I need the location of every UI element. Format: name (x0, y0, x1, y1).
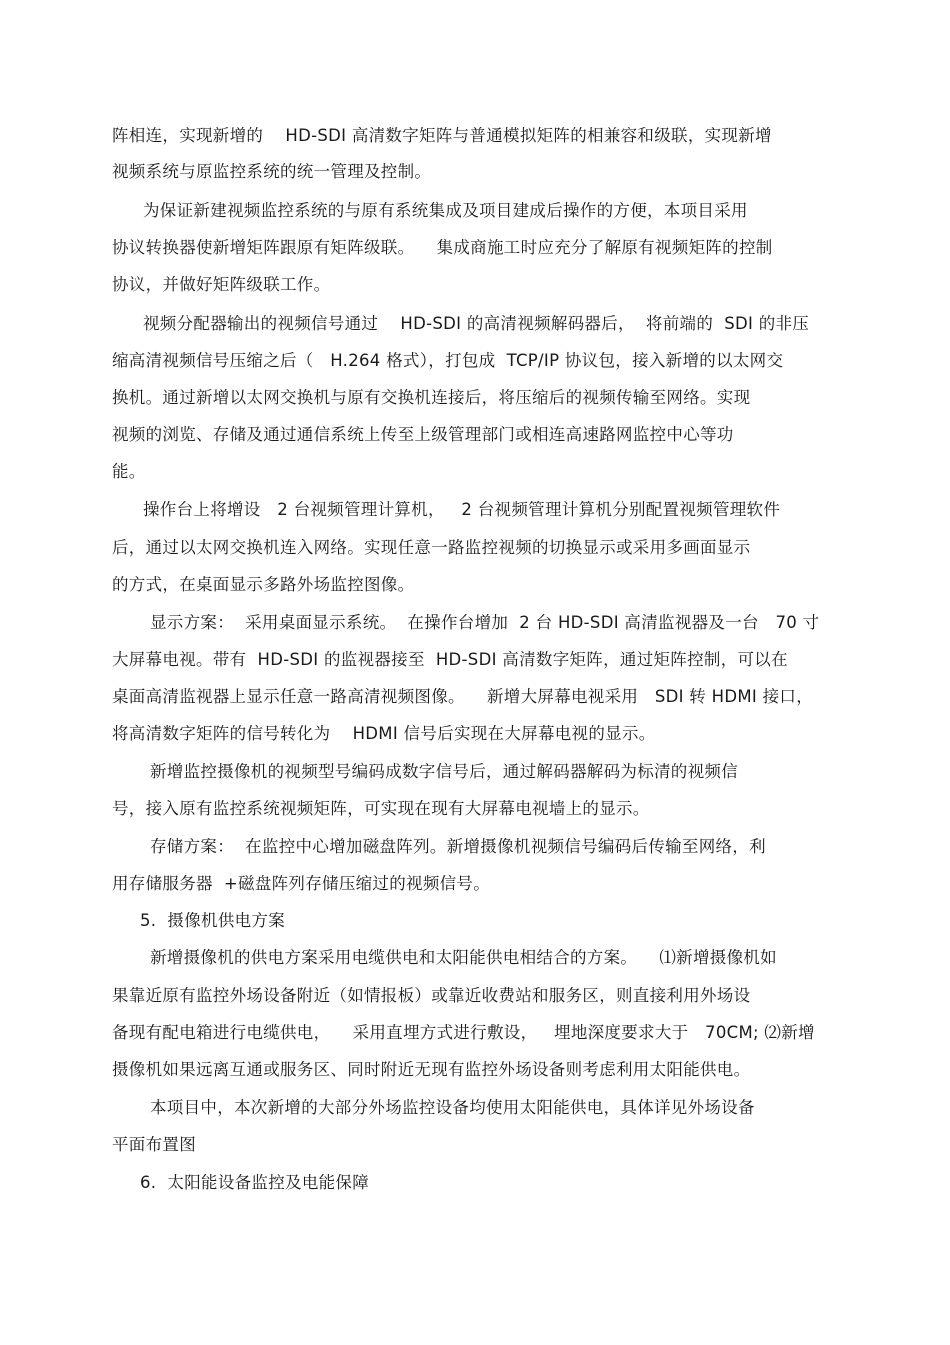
text-line: 为保证新建视频监控系统的与原有系统集成及项目建成后操作的方便，本项目采用 (143, 201, 748, 220)
section-heading-5: 5. 摄像机供电方案 (140, 911, 286, 930)
text-line: 号，接入原有监控系统视频矩阵，可实现在现有大屏幕电视墙上的显示。 (112, 799, 650, 818)
text-line: 协议，并做好矩阵级联工作。 (112, 275, 331, 294)
text-line: 用存储服务器 +磁盘阵列存储压缩过的视频信号。 (112, 874, 491, 893)
text-line: 新增监控摄像机的视频型号编码成数字信号后，通过解码器解码为标清的视频信 (150, 762, 738, 781)
text-line: 视频分配器输出的视频信号通过 HD-SDI 的高清视频解码器后， 将前端的 SDI 的非压 (143, 314, 810, 333)
text-line: 阵相连，实现新增的 HD-SDI 高清数字矩阵与普通模拟矩阵的相兼容和级联，实现新增 (112, 126, 772, 145)
text-line: 存储方案： 在监控中心增加磁盘阵列。新增摄像机视频信号编码后传输至网络，利 (150, 837, 766, 856)
text-line: 备现有配电箱进行电缆供电， 采用直埋方式进行敷设， 埋地深度要求大于 70CM; ⑵新增 (112, 1023, 815, 1042)
text-line: 的方式，在桌面显示多路外场监控图像。 (112, 575, 415, 594)
text-line: 本项目中，本次新增的大部分外场监控设备均使用太阳能供电，具体详见外场设备 (150, 1098, 755, 1117)
text-line: 桌面高清监视器上显示任意一路高清视频图像。 新增大屏幕电视采用 SDI 转 HDMI 接口， (112, 687, 814, 706)
text-line: 果靠近原有监控外场设备附近（如情报板）或靠近收费站和服务区，则直接利用外场设 (112, 986, 751, 1005)
text-line: 缩高清视频信号压缩之后（ H.264 格式），打包成 TCP/IP 协议包，接入新增的以太网交 (112, 351, 784, 370)
text-line: 视频的浏览、存储及通过通信系统上传至上级管理部门或相连高速路网监控中心等功 (112, 425, 734, 444)
text-line: 大屏幕电视。带有 HD-SDI 的监视器接至 HD-SDI 高清数字矩阵，通过矩阵控制，可以在 (112, 650, 788, 669)
text-line: 新增摄像机的供电方案采用电缆供电和太阳能供电相结合的方案。 ⑴新增摄像机如 (150, 948, 777, 967)
text-line: 平面布置图 (112, 1135, 196, 1154)
text-line: 换机。通过新增以太网交换机与原有交换机连接后，将压缩后的视频传输至网络。实现 (112, 388, 751, 407)
text-line: 摄像机如果远离互通或服务区、同时附近无现有监控外场设备则考虑利用太阳能供电。 (112, 1060, 751, 1079)
section-heading-6: 6. 太阳能设备监控及电能保障 (140, 1173, 370, 1192)
text-line: 视频系统与原监控系统的统一管理及控制。 (112, 162, 432, 181)
text-line: 能。 (112, 462, 146, 481)
text-line: 后，通过以太网交换机连入网络。实现任意一路监控视频的切换显示或采用多画面显示 (112, 538, 751, 557)
text-line: 将高清数字矩阵的信号转化为 HDMI 信号后实现在大屏幕电视的显示。 (112, 724, 656, 743)
text-line: 操作台上将增设 2 台视频管理计算机， 2 台视频管理计算机分别配置视频管理软件 (143, 500, 781, 519)
text-line: 协议转换器使新增矩阵跟原有矩阵级联。 集成商施工时应充分了解原有视频矩阵的控制 (112, 238, 773, 257)
text-line: 显示方案： 采用桌面显示系统。 在操作台增加 2 台 HD-SDI 高清监视器及一台 70 寸 (150, 613, 820, 632)
